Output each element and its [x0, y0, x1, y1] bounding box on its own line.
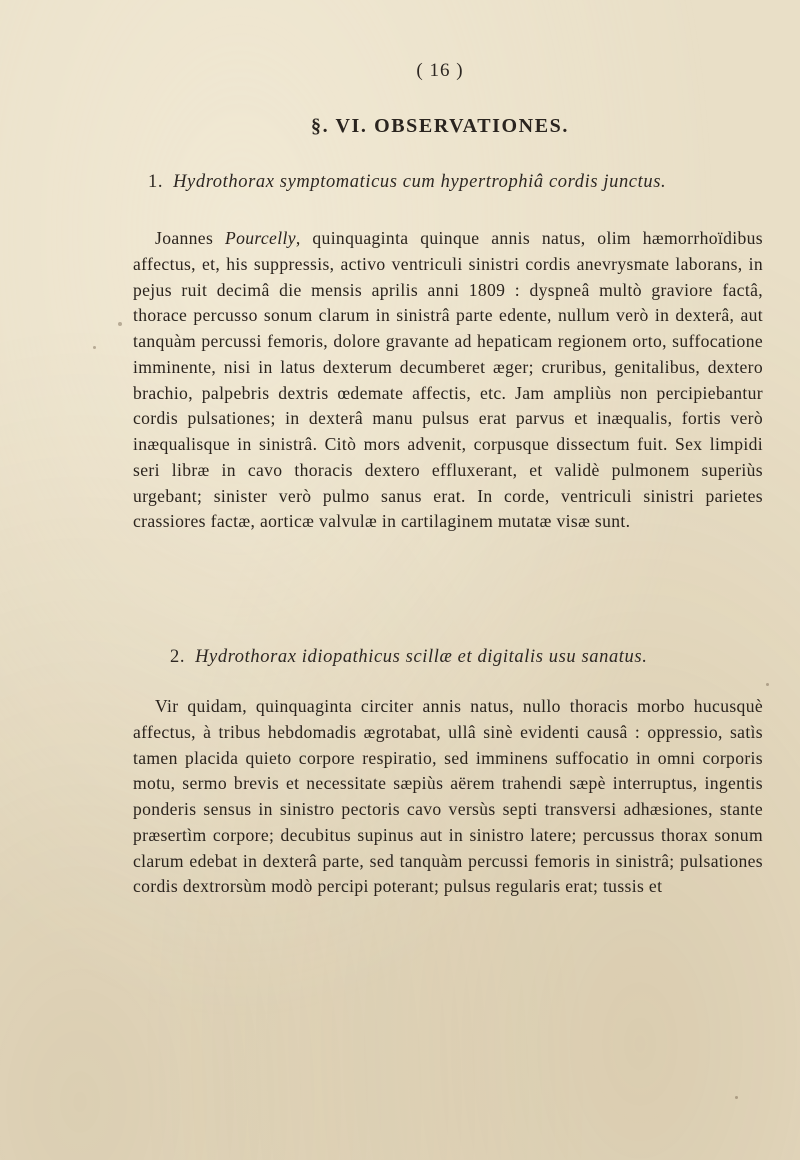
patient-name: Pourcelly [224, 228, 296, 248]
section-heading: §. VI. OBSERVATIONES. [311, 115, 569, 137]
observation-2-number: 2. [170, 647, 186, 667]
observation-1-body-rest: , quinquaginta quinque annis natus, olim hæmorrhoïdibus affectus, et, his suppressis, activo ventriculi sinistri cordis anevrysmate laborans, in pejus ruit decimâ die mensis aprilis anni 1809 : dyspneâ multò graviore factâ, thorace percusso sonum clarum in sinistrâ parte edente, nullum verò in dexterâ, aut tanquàm percussi femoris, dolore gravante ad hepaticam regionem orto, suffocatione imminente, nisi in latus dexterum decumberet æger; cruribus, genitalibus, dextero brachio, palpebris dextris œdemate affectis, etc. Jam ampliùs non percipiebantur cordis pulsationes; in dexterâ manu pulsus erat parvus et inæqualis, fortis verò inæqualisque in sinistrâ. Citò mors advenit, corpusque dissectum fuit. Sex limpidi seri libræ in cavo thoracis dextero effluxerant, et validè pulmonem superiùs urgebant; sinister verò pulmo sanus erat. In corde, ventriculi sinistri parietes crassiores factæ, aorticæ valvulæ in cartilaginem mutatæ visæ sunt. [133, 228, 764, 532]
observation-2-title [170, 647, 800, 668]
observation-1-number: 1. [148, 172, 164, 192]
paper-speck [735, 1096, 738, 1099]
page-number: ( 16 ) [416, 60, 464, 81]
observation-1-title-text: Hydrothorax symptomaticus cum hypertrophiâ cordis junctus. [173, 172, 667, 192]
observation-1-title [148, 172, 778, 193]
observation-2-title-text: Hydrothorax idiopathicus scillæ et digitalis usu sanatus. [195, 647, 648, 667]
observation-2-body-text: Vir quidam, quinquaginta circiter annis natus, nullo thoracis morbo hucusquè affectus, à tribus hebdomadis ægrotabat, ullâ sinè evidenti causâ : oppressio, satìs tamen placida quieto corpore respiratio, sed imminens suffocatio in omni corporis motu, sermo brevis et necessitate sæpiùs aërem trahendi sæpè interruptus, ingentis ponderis sensus in sinistro pectoris cavo versùs septi transversi adhæsiones, stante præsertìm corpore; decubitus supinus aut in sinistro latere; percussus thorax sonum clarum edebat in dexterâ parte, sed tanquàm percussi femoris in sinistrâ; pulsationes cordis dextrorsùm modò percipi poterant; pulsus regularis erat; tussis et [133, 696, 763, 897]
observation-1-body [133, 226, 763, 535]
paper-speck [93, 346, 96, 349]
paper-speck [118, 322, 122, 326]
observation-2-body [133, 694, 763, 900]
observation-1-body-start: Joannes [155, 228, 214, 248]
paper-speck [766, 683, 769, 686]
